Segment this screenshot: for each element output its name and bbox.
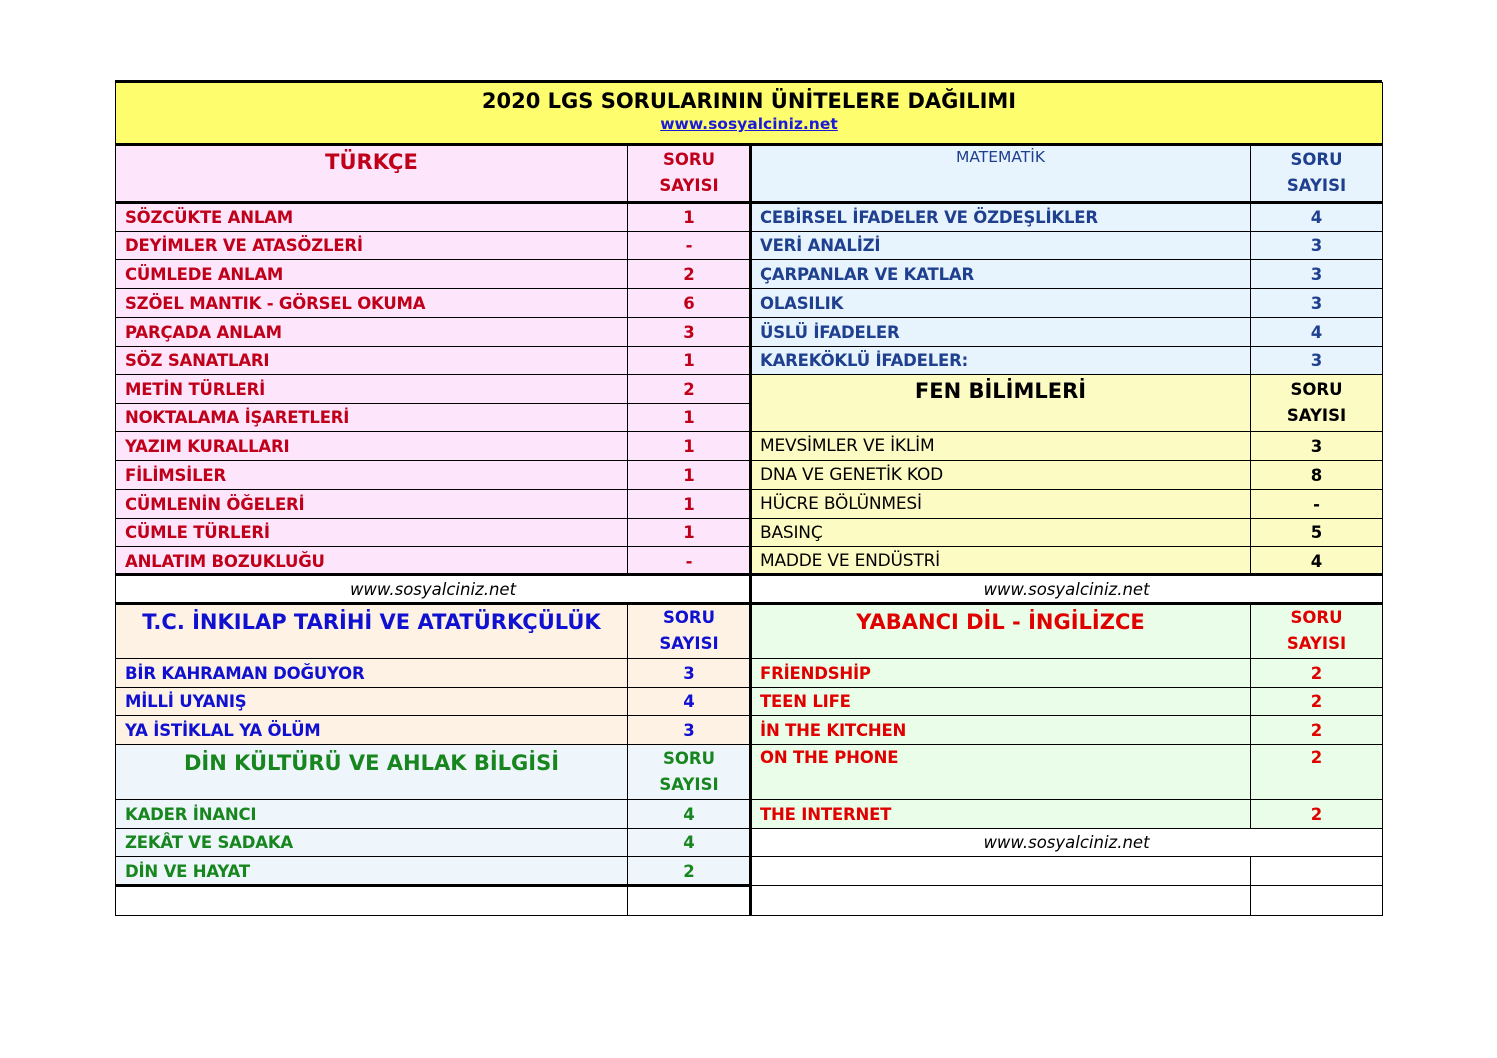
turkce-count: - xyxy=(627,231,751,260)
turkce-count: 6 xyxy=(627,288,751,318)
din-topic: ZEKÂT VE SADAKA xyxy=(115,828,628,857)
matematik-header: MATEMATİK xyxy=(750,143,1251,203)
turkce-count: 1 xyxy=(627,202,751,232)
turkce-topic: NOKTALAMA İŞARETLERİ xyxy=(115,403,628,432)
site-link[interactable]: www.sosyalciniz.net xyxy=(660,115,838,133)
empty-cell xyxy=(750,885,1251,916)
ingilizce-count-header xyxy=(1250,603,1383,659)
din-topic: KADER İNANCI xyxy=(115,799,628,829)
empty-cell xyxy=(1250,885,1383,916)
page-title: 2020 LGS SORULARININ ÜNİTELERE DAĞILIMI xyxy=(481,89,1017,113)
count-header-line1: SORU xyxy=(662,749,715,768)
ingilizce-topic: ON THE PHONE xyxy=(750,744,1251,800)
turkce-count: 1 xyxy=(627,460,751,490)
turkce-topic: DEYİMLER VE ATASÖZLERİ xyxy=(115,231,628,260)
inkilap-topic: BİR KAHRAMAN DOĞUYOR xyxy=(115,658,628,688)
turkce-count: 1 xyxy=(627,403,751,432)
matematik-count-header xyxy=(1250,143,1383,203)
empty-cell xyxy=(627,885,751,916)
din-count-header xyxy=(627,744,751,800)
watermark-left: www.sosyalciniz.net xyxy=(115,575,751,604)
matematik-topic: CEBİRSEL İFADELER VE ÖZDEŞLİKLER xyxy=(750,202,1251,232)
count-header-line2: SAYISI xyxy=(659,775,719,794)
turkce-topic: SÖZ SANATLARI xyxy=(115,346,628,375)
ingilizce-count: 2 xyxy=(1250,715,1383,745)
divider-bottom-left xyxy=(115,884,750,887)
matematik-topic: OLASILIK xyxy=(750,288,1251,318)
matematik-count: 3 xyxy=(1250,346,1383,375)
turkce-topic: SÖZCÜKTE ANLAM xyxy=(115,202,628,232)
turkce-topic: CÜMLE TÜRLERİ xyxy=(115,518,628,547)
fen-topic: DNA VE GENETİK KOD xyxy=(750,460,1251,490)
count-header-line2: SAYISI xyxy=(1286,406,1347,425)
fen-topic: MEVSİMLER VE İKLİM xyxy=(750,431,1251,461)
fen-count: 8 xyxy=(1250,460,1383,490)
turkce-count: 1 xyxy=(627,489,751,519)
fen-topic: MADDE VE ENDÜSTRİ xyxy=(750,546,1251,576)
ingilizce-count: 2 xyxy=(1250,744,1383,800)
turkce-topic: ANLATIM BOZUKLUĞU xyxy=(115,546,628,576)
matematik-count: 4 xyxy=(1250,317,1383,347)
inkilap-count-header xyxy=(627,603,751,659)
count-header-line2: SAYISI xyxy=(1286,176,1347,195)
inkilap-topic: YA İSTİKLAL YA ÖLÜM xyxy=(115,715,628,745)
matematik-topic: VERİ ANALİZİ xyxy=(750,231,1251,260)
fen-count-header xyxy=(1250,374,1383,432)
din-count: 4 xyxy=(627,828,751,857)
turkce-topic: METİN TÜRLERİ xyxy=(115,374,628,404)
turkce-header: TÜRKÇE xyxy=(115,143,628,203)
ingilizce-topic: THE INTERNET xyxy=(750,799,1251,829)
matematik-count: 3 xyxy=(1250,259,1383,289)
turkce-topic: SZÖEL MANTIK - GÖRSEL OKUMA xyxy=(115,288,628,318)
turkce-count: 1 xyxy=(627,346,751,375)
count-header-line2: SAYISI xyxy=(1286,634,1347,653)
turkce-count: 2 xyxy=(627,259,751,289)
matematik-count: 4 xyxy=(1250,202,1383,232)
count-header-line1: SORU xyxy=(662,608,715,627)
empty-cell xyxy=(115,885,628,916)
din-count: 4 xyxy=(627,799,751,829)
ingilizce-header: YABANCI DİL - İNGİLİZCE xyxy=(750,603,1251,659)
ingilizce-count: 2 xyxy=(1250,658,1383,688)
matematik-topic: KAREKÖKLÜ İFADELER: xyxy=(750,346,1251,375)
inkilap-topic: MİLLİ UYANIŞ xyxy=(115,687,628,716)
turkce-topic: YAZIM KURALLARI xyxy=(115,431,628,461)
divider-lower xyxy=(115,602,1382,605)
divider-center xyxy=(749,143,752,915)
ingilizce-topic: İN THE KITCHEN xyxy=(750,715,1251,745)
fen-count: 5 xyxy=(1250,518,1383,547)
matematik-count: 3 xyxy=(1250,231,1383,260)
count-header-line1: SORU xyxy=(662,150,715,169)
empty-cell xyxy=(1250,856,1383,886)
fen-topic: BASINÇ xyxy=(750,518,1251,547)
empty-cell xyxy=(750,856,1251,886)
din-count: 2 xyxy=(627,856,751,886)
watermark-right: www.sosyalciniz.net xyxy=(750,575,1383,604)
divider-middle xyxy=(115,573,1382,576)
count-header-line2: SAYISI xyxy=(659,176,719,195)
divider-subheader xyxy=(115,201,1382,204)
turkce-topic: FİLİMSİLER xyxy=(115,460,628,490)
ingilizce-count: 2 xyxy=(1250,687,1383,716)
count-header-line2: SAYISI xyxy=(659,634,719,653)
fen-count: 3 xyxy=(1250,431,1383,461)
inkilap-count: 3 xyxy=(627,658,751,688)
fen-count: 4 xyxy=(1250,546,1383,576)
din-header: DİN KÜLTÜRÜ VE AHLAK BİLGİSİ xyxy=(115,744,628,800)
turkce-topic: CÜMLENİN ÖĞELERİ xyxy=(115,489,628,519)
matematik-topic: ÇARPANLAR VE KATLAR xyxy=(750,259,1251,289)
inkilap-header: T.C. İNKILAP TARİHİ VE ATATÜRKÇÜLÜK xyxy=(115,603,628,659)
turkce-count: 1 xyxy=(627,518,751,547)
ingilizce-topic: FRİENDSHİP xyxy=(750,658,1251,688)
inkilap-count: 3 xyxy=(627,715,751,745)
matematik-topic: ÜSLÜ İFADELER xyxy=(750,317,1251,347)
ingilizce-count: 2 xyxy=(1250,799,1383,829)
fen-header: FEN BİLİMLERİ xyxy=(750,374,1251,432)
turkce-topic: PARÇADA ANLAM xyxy=(115,317,628,347)
title-block xyxy=(115,82,1383,144)
count-header-line1: SORU xyxy=(1290,150,1343,169)
matematik-count: 3 xyxy=(1250,288,1383,318)
count-header-line1: SORU xyxy=(1290,380,1343,399)
turkce-topic: CÜMLEDE ANLAM xyxy=(115,259,628,289)
count-header-line1: SORU xyxy=(1290,608,1343,627)
din-topic: DİN VE HAYAT xyxy=(115,856,628,886)
watermark-bottom: www.sosyalciniz.net xyxy=(750,828,1383,857)
divider-header xyxy=(115,143,1382,146)
turkce-count: - xyxy=(627,546,751,576)
turkce-count: 2 xyxy=(627,374,751,404)
turkce-count-header xyxy=(627,143,751,203)
fen-topic: HÜCRE BÖLÜNMESİ xyxy=(750,489,1251,519)
fen-count: - xyxy=(1250,489,1383,519)
ingilizce-topic: TEEN LIFE xyxy=(750,687,1251,716)
turkce-count: 3 xyxy=(627,317,751,347)
lgs-distribution-table xyxy=(115,80,1382,915)
turkce-count: 1 xyxy=(627,431,751,461)
inkilap-count: 4 xyxy=(627,687,751,716)
